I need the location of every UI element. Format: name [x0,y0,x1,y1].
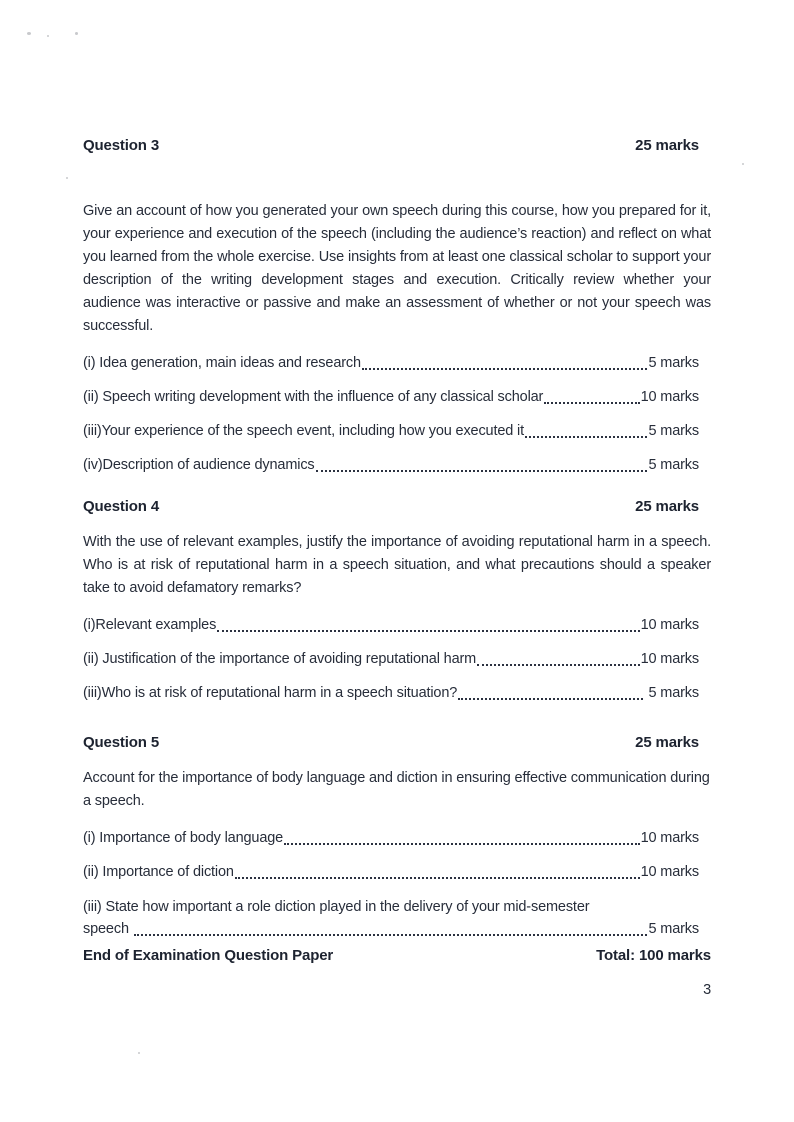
mark-item [83,862,699,883]
dot-leader [134,934,648,936]
mark-item [83,828,699,849]
question-5-intro: Account for the importance of body language and diction in ensuring effective communication during a speech. [83,770,710,809]
end-of-paper-note: End of Examination Question Paper [83,947,334,964]
page-number: 3 [703,982,711,998]
question-3-items [83,353,711,476]
scan-artifact [27,32,31,35]
mark-item [83,455,699,476]
scan-artifact [47,35,49,37]
question-5-items [83,828,711,940]
mark-item-marks: 10 marks [640,617,699,633]
mark-item-label: (ii) Justification of the importance of avoiding reputational harm [83,651,477,667]
mark-item-label: (i)Relevant examples [83,617,217,633]
question-4-header [83,498,711,515]
total-marks: Total: 100 marks [596,947,711,964]
mark-item-marks: 5 marks [648,685,699,701]
mark-item [83,683,699,704]
question-3-title: Question 3 [83,137,160,154]
scan-artifact [138,1052,140,1054]
mark-item [83,896,699,940]
dot-leader [362,368,648,370]
mark-item-marks: 5 marks [648,457,699,473]
question-4-title: Question 4 [83,498,160,515]
scan-artifact [66,177,68,179]
question-3-marks: 25 marks [635,137,699,154]
mark-item-label: (iii)Who is at risk of reputational harm in a speech situation? [83,685,458,701]
mark-item-label: (ii) Importance of diction [83,864,234,880]
mark-item [83,387,699,408]
question-4-marks: 25 marks [635,498,699,515]
dot-leader [544,402,639,404]
mark-item-marks: 10 marks [640,830,699,846]
mark-item [83,649,699,670]
mark-item-label-line2: speech [83,921,129,937]
question-4-items [83,615,711,704]
mark-item-marks: 5 marks [648,921,699,937]
mark-item-label: (ii) Speech writing development with the influence of any classical scholar [83,389,544,405]
question-5-header [83,734,711,751]
mark-item [83,353,699,374]
mark-item [83,615,699,636]
question-5-title: Question 5 [83,734,160,751]
question-3-intro: Give an account of how you generated your own speech during this course, how you prepared for it, your experience and execution of the speech (including the audience’s reaction) and reflect on what you learned from the whole exercise. Use insights from at least one classical scholar to support your description of the writing development stages and execution. Critically review whether your audience was interactive or passive and make an assessment of whether or not your speech was successful. [83,203,711,334]
dot-leader [458,698,643,700]
mark-item-marks: 10 marks [640,389,699,405]
dot-leader [316,470,648,472]
mark-item-marks: 5 marks [648,423,699,439]
dot-leader [284,843,639,845]
mark-item-label: (iii)Your experience of the speech event, including how you executed it [83,423,525,439]
question-3-header [83,137,711,154]
scan-artifact [742,163,744,165]
question-5-section [83,734,711,940]
mark-item [83,421,699,442]
question-4-intro: With the use of relevant examples, justify the importance of avoiding reputational harm in a speech. Who is at risk of reputational harm in a speech situation, and what precautions should a speaker take to avoid defamatory remarks? [83,534,711,596]
question-4-section [83,498,711,704]
paper-footer [83,947,711,964]
dot-leader [217,630,639,632]
mark-item-continuation [83,918,699,940]
mark-item-label: (iii) State how important a role diction played in the delivery of your mid-semester [83,899,590,915]
mark-item-marks: 5 marks [648,355,699,371]
mark-item-label: (iv)Description of audience dynamics [83,457,315,473]
dot-leader [477,664,639,666]
dot-leader [235,877,640,879]
mark-item-label: (i) Idea generation, main ideas and research [83,355,361,371]
mark-item-marks: 10 marks [640,651,699,667]
question-5-marks: 25 marks [635,734,699,751]
mark-item-marks: 10 marks [640,864,699,880]
scan-artifact [75,32,78,35]
mark-item-label: (i) Importance of body language [83,830,284,846]
question-3-section [83,137,711,476]
dot-leader [525,436,647,438]
